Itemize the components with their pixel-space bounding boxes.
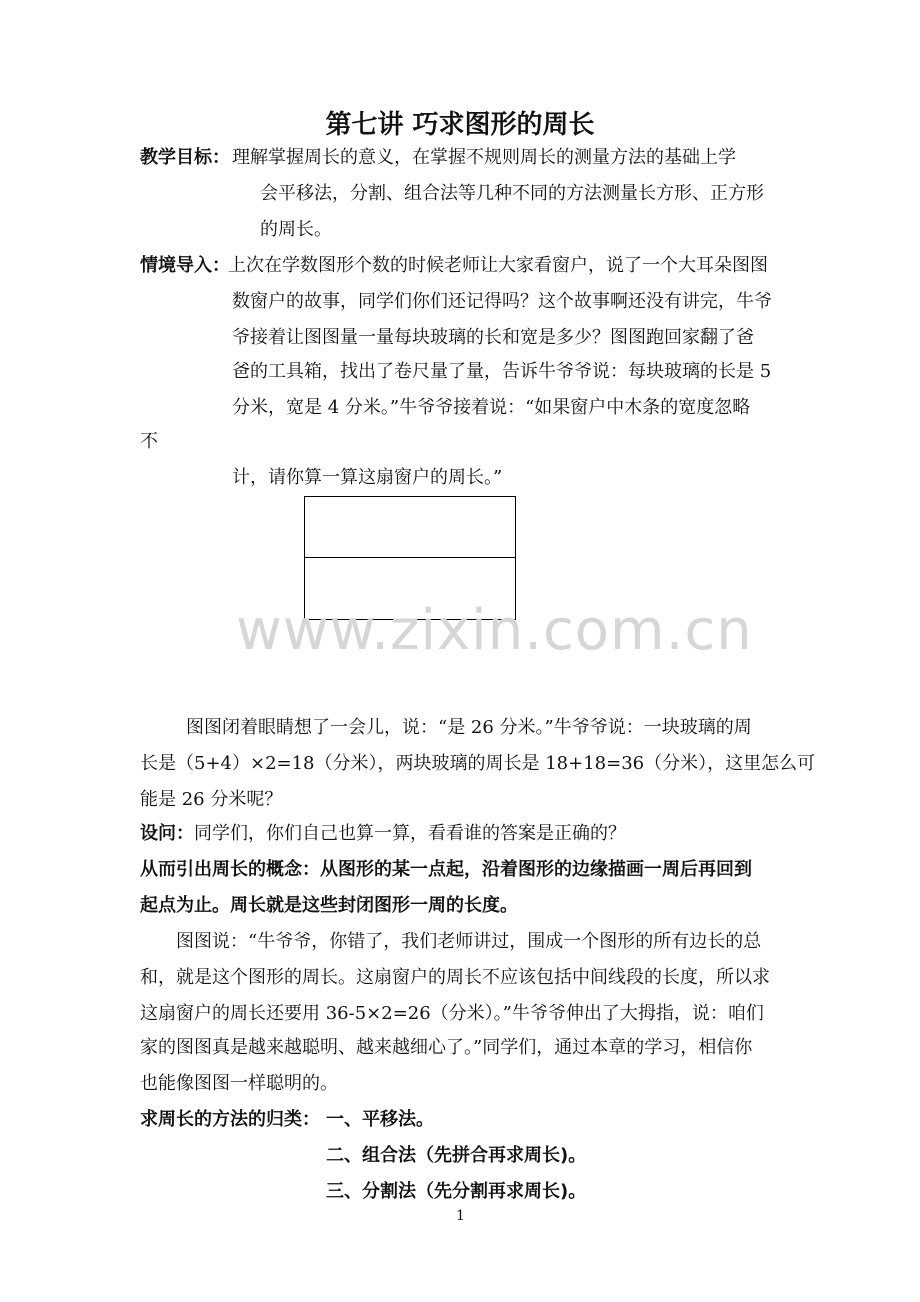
question-text: 同学们，你们自己也算一算，看看谁的答案是正确的？ [194, 823, 626, 844]
methods-label: 求周长的方法的归类： [140, 1109, 320, 1130]
page-title: 第七讲 巧求图形的周长 [325, 110, 595, 140]
intro-line: 爸的工具箱，找出了卷尺量了量，告诉牛爷爷说：每块玻璃的长是 5 [232, 361, 772, 382]
paragraph-line: 图图闭着眼睛想了一会儿，说：“是 26 分米。”牛爷爷说：一块玻璃的周 [186, 717, 752, 738]
objective-line: 理解掌握周长的意义，在掌握不规则周长的测量方法的基础上学 [232, 147, 736, 168]
question-label: 设问： [140, 823, 194, 844]
intro-line: 分米，宽是 4 分米。”牛爷爷接着说：“如果窗户中木条的宽度忽略 [232, 397, 751, 418]
paragraph-line: 也能像图图一样聪明的。 [140, 1073, 338, 1094]
intro-line: 上次在学数图形个数的时候老师让大家看窗户，说了一个大耳朵图图 [228, 255, 768, 276]
paragraph-line: 图图说：“牛爷爷，你错了，我们老师讲过，围成一个图形的所有边长的总 [176, 931, 762, 952]
method-item: 一、平移法。 [326, 1109, 434, 1130]
concept-line: 起点为止。周长就是这些封闭图形一周的长度。 [140, 895, 518, 916]
paragraph-line: 家的图图真是越来越聪明、越来越细心了。”同学们，通过本章的学习，相信你 [140, 1037, 753, 1058]
intro-label: 情境导入： [140, 255, 230, 276]
objective-label: 教学目标： [140, 147, 230, 168]
objective-line: 会平移法，分割、组合法等几种不同的方法测量长方形、正方形 [260, 183, 764, 204]
paragraph-line: 这扇窗户的周长还要用 36-5×2=26（分米）。”牛爷爷伸出了大拇指，说：咱们 [140, 1003, 764, 1024]
intro-line: 爷接着让图图量一量每块玻璃的长和宽是多少？图图跑回家翻了爸 [232, 327, 754, 348]
window-middle-bar [305, 557, 515, 558]
method-item: 三、分割法（先分割再求周长)。 [326, 1181, 587, 1202]
concept-line: 从而引出周长的概念：从图形的某一点起，沿着图形的边缘描画一周后再回到 [140, 859, 752, 880]
objective-line: 的周长。 [260, 219, 332, 240]
paragraph-line: 能是 26 分米呢？ [140, 789, 283, 810]
method-item: 二、组合法（先拼合再求周长)。 [326, 1145, 587, 1166]
page-number: 1 [456, 1208, 465, 1224]
watermark: www.zixin.com.cn [236, 598, 753, 663]
paragraph-line: 长是（5+4）×2=18（分米），两块玻璃的周长是 18+18=36（分米），这里怎么可 [140, 753, 816, 774]
intro-line: 数窗户的故事，同学们你们还记得吗？这个故事啊还没有讲完，牛爷 [232, 291, 772, 312]
intro-line: 不 [140, 431, 158, 452]
paragraph-line: 和，就是这个图形的周长。这扇窗户的周长不应该包括中间线段的长度，所以求 [140, 967, 770, 988]
intro-line: 计，请你算一算这扇窗户的周长。” [232, 467, 503, 488]
